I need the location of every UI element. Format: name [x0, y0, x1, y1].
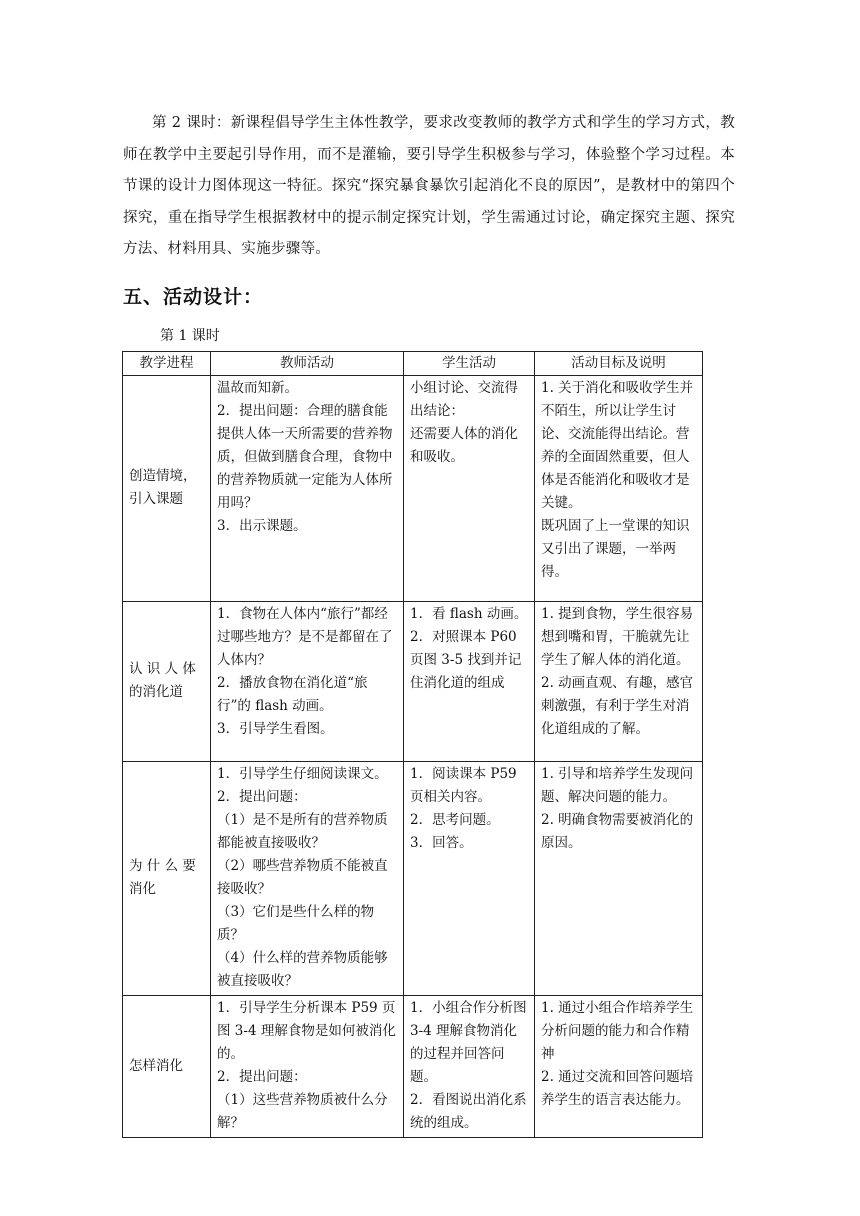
table-header-row [123, 352, 703, 376]
teacher-activity-text: 3．出示课题。 [217, 518, 307, 534]
stage-text: 怎样消化 [129, 1057, 183, 1074]
goal-text: 既巩固了上一堂课的知识又引出了课题，一举两得。 [541, 518, 690, 580]
table-row [123, 602, 703, 762]
goal-cell [535, 602, 703, 762]
teacher-activity-text: 3．引导学生看图。 [217, 721, 334, 737]
table-row [123, 996, 703, 1138]
student-activity-text: 2．看图说出消化系统的组成。 [410, 1092, 527, 1131]
goal-text: 1. 提到食物，学生很容易想到嘴和胃，干脆就先让学生了解人体的消化道。 [541, 606, 694, 668]
teacher-activity-text: （1）是不是所有的营养物质都能被直接吸收？ [217, 812, 388, 851]
header-stage: 教学进程 [123, 352, 211, 376]
stage-cell [123, 376, 211, 602]
goal-text: 2. 明确食物需要被消化的原因。 [541, 812, 694, 851]
goal-text: 1. 引导和培养学生发现问题、解决问题的能力。 [541, 766, 694, 805]
table-row [123, 762, 703, 996]
teacher-activity-text: （2）哪些营养物质不能被直接吸收？ [217, 858, 388, 897]
stage-cell [123, 762, 211, 996]
teacher-activity-cell [211, 376, 404, 602]
student-activity-text: 1．小组合作分析图 3-4 理解食物消化的过程并回答问题。 [410, 1000, 527, 1085]
teacher-activity-text: 1．引导学生仔细阅读课文。 [217, 766, 388, 782]
student-activity-text: 2．对照课本 P60 页图 3-5 找到并记住消化道的组成 [410, 629, 522, 691]
student-activity-cell [404, 762, 535, 996]
table-row [123, 376, 703, 602]
stage-text: 引入课题 [129, 491, 183, 507]
student-activity-text: 小组讨论、交流得出结论： [410, 380, 518, 419]
teacher-activity-cell [211, 602, 404, 762]
teacher-activity-text: 1．引导学生分析课本 P59 页图 3-4 理解食物是如何被消化的。 [217, 1000, 396, 1062]
activity-design-table [122, 351, 703, 1138]
student-activity-text: 1．看 flash 动画。 [410, 606, 528, 622]
teacher-activity-cell [211, 996, 404, 1138]
teacher-activity-text: 温故而知新。 [217, 380, 298, 396]
student-activity-text: 1．阅读课本 P59 页相关内容。 [410, 766, 517, 805]
goal-cell [535, 376, 703, 602]
stage-cell [123, 996, 211, 1138]
header-student-activity: 学生活动 [404, 352, 535, 376]
student-activity-cell [404, 376, 535, 602]
teacher-activity-text: （3）它们是些什么样的物质？ [217, 904, 375, 943]
lesson-label: 第 1 课时 [160, 328, 220, 344]
teacher-activity-text: 1．食物在人体内“旅行”都经过哪些地方？是不是都留在了人体内？ [217, 606, 393, 668]
student-activity-text: 2．思考问题。 [410, 812, 500, 828]
goal-text: 1. 通过小组合作培养学生分析问题的能力和合作精神 [541, 1000, 694, 1062]
goal-cell [535, 762, 703, 996]
intro-paragraph: 第 2 课时：新课程倡导学生主体性教学，要求改变教师的教学方式和学生的学习方式，教师在教学中主要起引导作用，而不是灌输，要引导学生积极参与学习，体验整个学习过程。本节课的设计力图体现这一特征。探究“探究暴食暴饮引起消化不良的原因”，是教材中的第四个探究，重在指导学生根据教材中的提示制定探究计划，学生需通过讨论，确定探究主题、探究方法、材料用具、实施步骤等。 [123, 115, 735, 257]
stage-text: 的消化道 [129, 684, 183, 700]
goal-cell [535, 996, 703, 1138]
student-activity-text: 还需要人体的消化和吸收。 [410, 426, 518, 465]
stage-text: 认 识 人 体 [129, 661, 196, 677]
student-activity-cell [404, 996, 535, 1138]
goal-text: 2. 动画直观、有趣，感官刺激强，有利于学生对消化道组成的了解。 [541, 675, 694, 737]
stage-cell [123, 602, 211, 762]
student-activity-text: 3．回答。 [410, 835, 473, 851]
teacher-activity-text: 2．播放食物在消化道“旅行”的 flash 动画。 [217, 675, 368, 714]
goal-text: 2. 通过交流和回答问题培养学生的语言表达能力。 [541, 1069, 694, 1108]
teacher-activity-text: （1）这些营养物质被什么分解？ [217, 1092, 388, 1131]
stage-text: 为 什 么 要 [129, 858, 196, 874]
stage-text: 创造情境， [129, 468, 197, 484]
teacher-activity-cell [211, 762, 404, 996]
goal-text: 1. 关于消化和吸收学生并不陌生，所以让学生讨论、交流能得出结论。营养的全面固然重要，但人体是否能消化和吸收才是关键。 [541, 380, 694, 511]
stage-text: 消化 [129, 881, 156, 897]
teacher-activity-text: 2．提出问题：合理的膳食能提供人体一天所需要的营养物质，但做到膳食合理，食物中的营养物质就一定能为人体所用吗？ [217, 403, 393, 511]
header-goal: 活动目标及说明 [535, 352, 703, 376]
section-heading: 五、活动设计： [123, 286, 264, 308]
header-teacher-activity: 教师活动 [211, 352, 404, 376]
teacher-activity-text: （4）什么样的营养物质能够被直接吸收？ [217, 950, 388, 989]
teacher-activity-text: 2．提出问题： [217, 789, 307, 805]
student-activity-cell [404, 602, 535, 762]
teacher-activity-text: 2．提出问题： [217, 1069, 307, 1085]
